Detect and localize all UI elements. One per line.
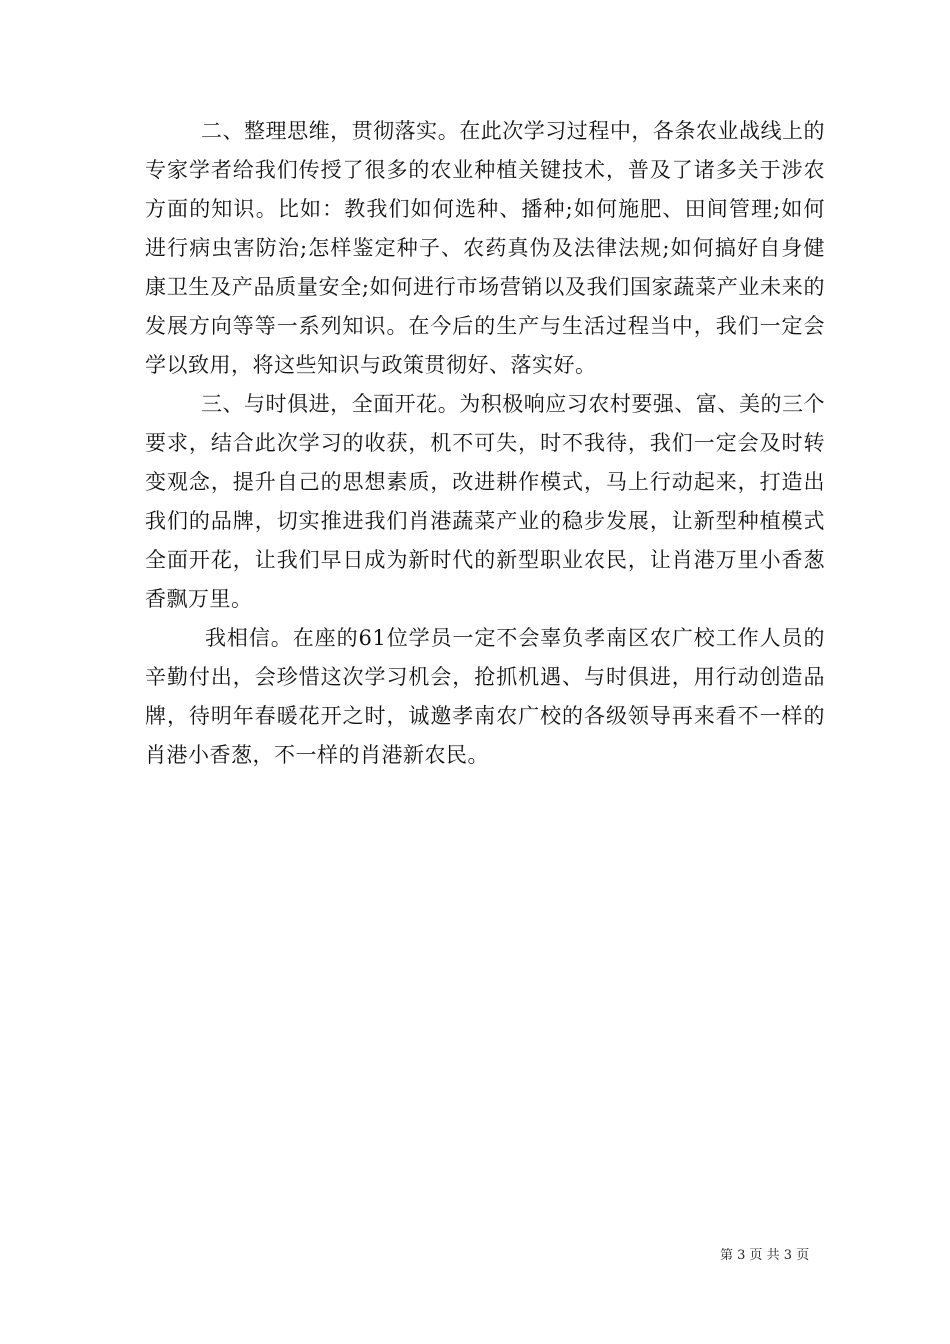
document-body — [145, 112, 825, 775]
paragraph-closing: 我相信。在座的61位学员一定不会辜负孝南区农广校工作人员的辛勤付出，会珍惜这次学习机会，抢抓机遇、与时俱进，用行动创造品牌，待明年春暖花开之时，诚邀孝南农广校的各级领导再来看不一样的肖港小香葱，不一样的肖港新农民。 — [145, 626, 825, 767]
paragraph-section-three: 三、与时俱进，全面开花。为积极响应习农村要强、富、美的三个要求，结合此次学习的收获，机不可失，时不我待，我们一定会及时转变观念，提升自己的思想素质，改进耕作模式，马上行动起来，打造出我们的品牌，切实推进我们肖港蔬菜产业的稳步发展，让新型种植模式全面开花，让我们早日成为新时代的新型职业农民，让肖港万里小香葱香飘万里。 — [145, 392, 825, 611]
paragraph-section-two: 二、整理思维，贯彻落实。在此次学习过程中，各条农业战线上的专家学者给我们传授了很多的农业种植关键技术，普及了诸多关于涉农方面的知识。比如：教我们如何选种、播种;如何施肥、田间管理;如何进行病虫害防治;怎样鉴定种子、农药真伪及法律法规;如何搞好自身健康卫生及产品质量安全;如何进行市场营销以及我们国家蔬菜产业未来的发展方向等等一系列知识。在今后的生产与生活过程当中，我们一定会学以致用，将这些知识与政策贯彻好、落实好。 — [145, 119, 825, 377]
page-number-footer: 第 3 页 共 3 页 — [720, 1248, 810, 1263]
